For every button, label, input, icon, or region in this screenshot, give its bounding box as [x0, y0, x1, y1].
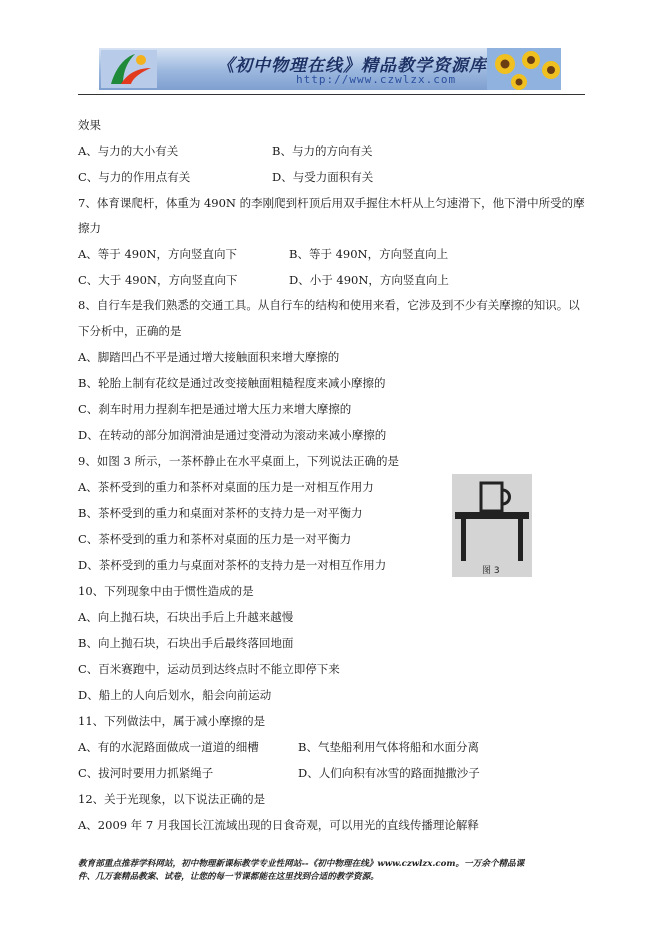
- option-b: B、与力的方向有关: [272, 144, 373, 158]
- page-footer: [78, 858, 585, 884]
- option-c: C、与力的作用点有关: [78, 170, 191, 184]
- question-8: 8、自行车是我们熟悉的交通工具。从自行车的结构和使用来看，它涉及到不少有关摩擦的知识。以: [78, 298, 580, 312]
- sunflower-icon: [487, 48, 561, 90]
- text-line: 下分析中，正确的是: [78, 324, 182, 338]
- option-a: A、有的水泥路面做成一道道的细槽: [78, 740, 259, 754]
- option-b: B、等于 490N，方向竖直向上: [289, 247, 449, 261]
- option-c: C、大于 490N，方向竖直向下: [78, 273, 238, 287]
- text-line: 擦力: [78, 221, 101, 235]
- question-10: 10、下列现象中由于惯性造成的是: [78, 584, 254, 598]
- option-c: C、刹车时用力捏刹车把是通过增大压力来增大摩擦的: [78, 402, 352, 416]
- option-d: D、茶杯受到的重力与桌面对茶杯的支持力是一对相互作用力: [78, 558, 387, 572]
- option-b: B、轮胎上制有花纹是通过改变接触面粗糙程度来减小摩擦的: [78, 376, 386, 390]
- option-a: A、茶杯受到的重力和茶杯对桌面的压力是一对相互作用力: [78, 480, 374, 494]
- option-b: B、茶杯受到的重力和桌面对茶杯的支持力是一对平衡力: [78, 506, 363, 520]
- footer-line-1: 教育部重点推荐学科网站，初中物理新课标教学专业性网站--《初中物理在线》www.czwlzx.com。一万余个精品课: [78, 859, 525, 869]
- option-c: C、拔河时要用力抓紧绳子: [78, 766, 214, 780]
- banner-title: 《初中物理在线》精品教学资源库: [217, 56, 487, 76]
- figure-caption: 图 3: [482, 566, 500, 576]
- option-d: D、人们向积有冰雪的路面抛撒沙子: [298, 766, 480, 780]
- figure-3-teacup-on-table: [452, 474, 532, 577]
- header-divider: [78, 94, 585, 95]
- option-d: D、在转动的部分加润滑油是通过变滑动为滚动来减小摩擦的: [78, 428, 387, 442]
- header-banner: [99, 48, 561, 90]
- option-a: A、等于 490N，方向竖直向下: [78, 247, 237, 261]
- footer-line-2: 件、几万套精品教案、试卷，让您的每一节课都能在这里找到合适的教学资源。: [78, 872, 379, 882]
- option-b: B、气垫船利用气体将船和水面分离: [298, 740, 479, 754]
- option-d: D、小于 490N，方向竖直向上: [289, 273, 449, 287]
- option-c: C、茶杯受到的重力和茶杯对桌面的压力是一对平衡力: [78, 532, 352, 546]
- option-d: D、与受力面积有关: [272, 170, 374, 184]
- banner-url: http://www.czwlzx.com: [296, 73, 457, 86]
- question-11: 11、下列做法中，属于减小摩擦的是: [78, 714, 266, 728]
- option-a: A、脚踏凹凸不平是通过增大接触面积来增大摩擦的: [78, 350, 340, 364]
- text-line: 效果: [78, 118, 101, 132]
- site-logo-icon: [101, 50, 157, 88]
- question-7: 7、体育课爬杆，体重为 490N 的李刚爬到杆顶后用双手握住木杆从上匀速滑下，他下滑中所受的摩: [78, 196, 585, 210]
- option-a: A、向上抛石块，石块出手后上升越来越慢: [78, 610, 294, 624]
- question-12: 12、关于光现象，以下说法正确的是: [78, 792, 266, 806]
- teacup-table-icon: [452, 474, 532, 577]
- question-9: 9、如图 3 所示，一茶杯静止在水平桌面上，下列说法正确的是: [78, 454, 399, 468]
- option-c: C、百米赛跑中，运动员到达终点时不能立即停下来: [78, 662, 340, 676]
- option-a: A、2009 年 7 月我国长江流域出现的日食奇观，可以用光的直线传播理论解释: [78, 818, 479, 832]
- option-b: B、向上抛石块，石块出手后最终落回地面: [78, 636, 294, 650]
- option-a: A、与力的大小有关: [78, 144, 179, 158]
- option-d: D、船上的人向后划水，船会向前运动: [78, 688, 272, 702]
